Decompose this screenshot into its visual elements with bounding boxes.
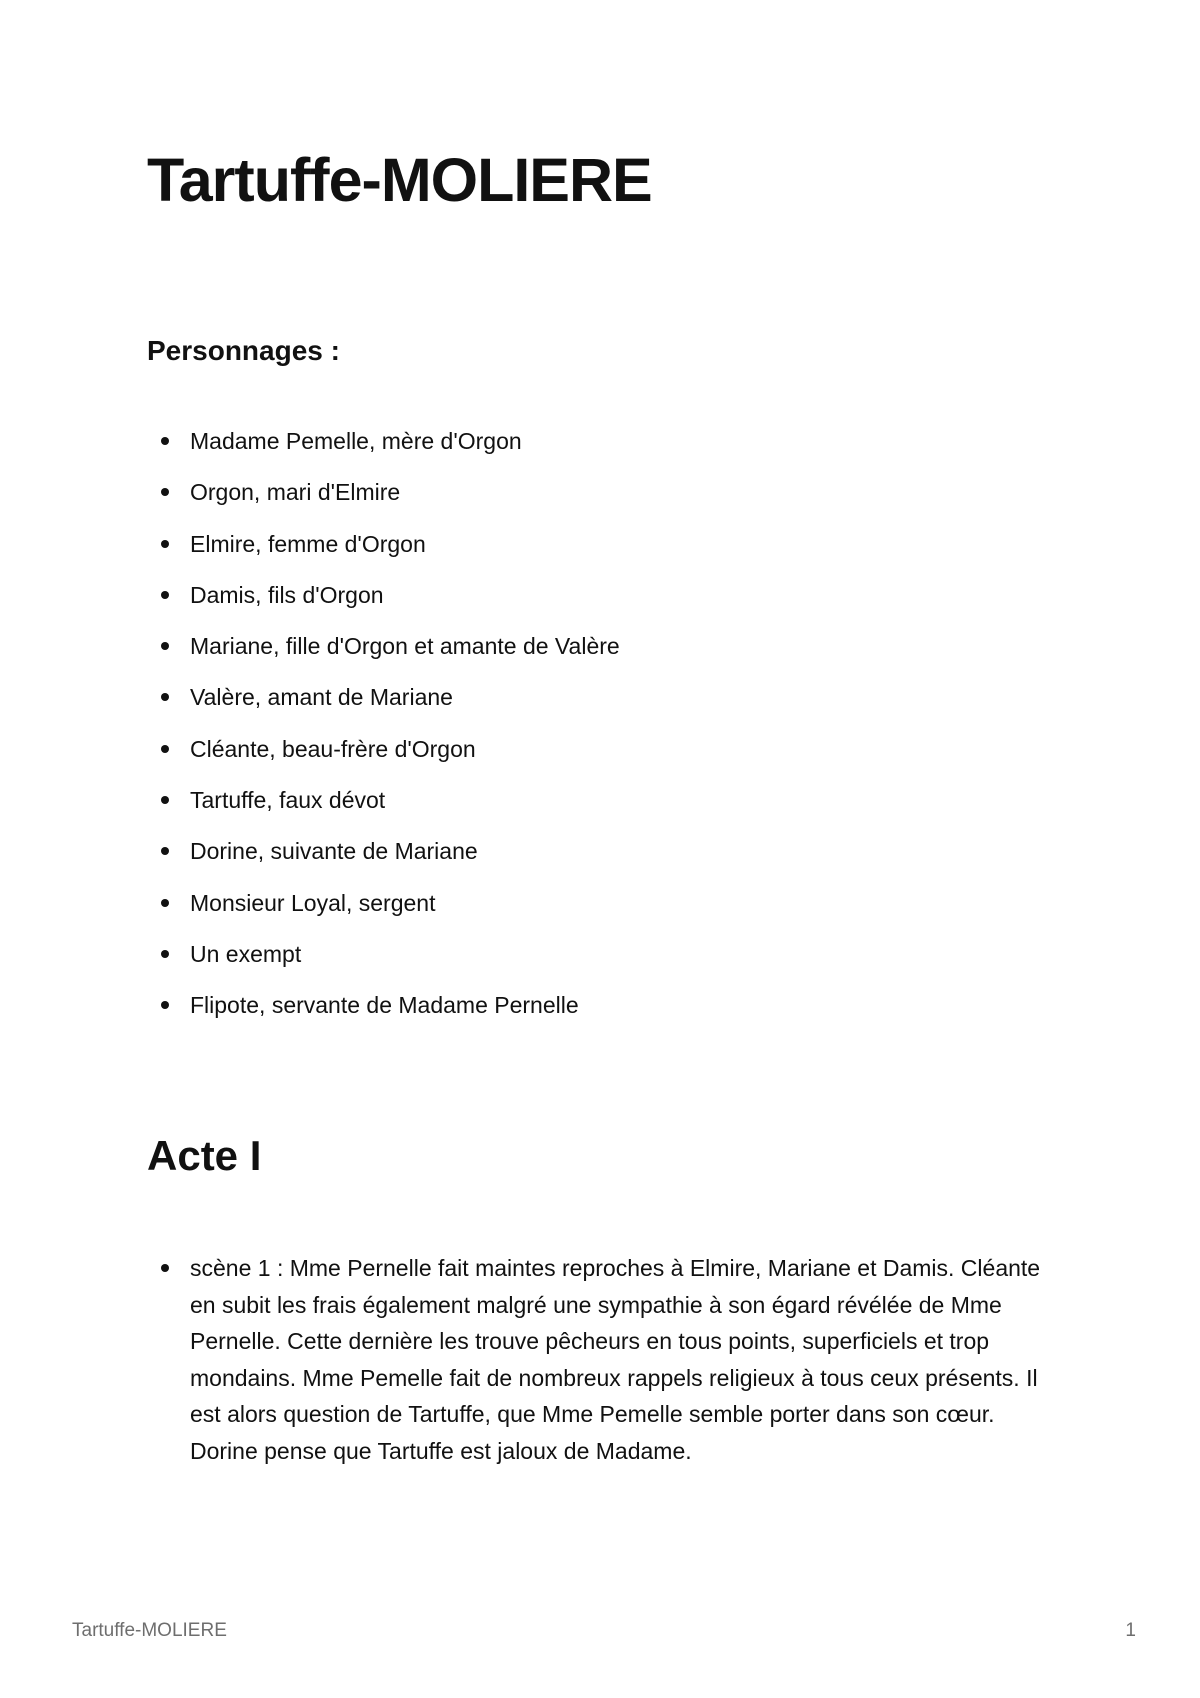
bullet-icon	[161, 591, 169, 599]
character-label: Orgon, mari d'Elmire	[190, 479, 401, 506]
character-label: Damis, fils d'Orgon	[190, 581, 384, 608]
character-label: Madame Pemelle, mère d'Orgon	[190, 428, 522, 454]
bullet-icon	[161, 1264, 169, 1272]
bullet-icon	[161, 950, 169, 958]
footer-title: Tartuffe-MOLIERE	[72, 1620, 227, 1641]
page-number: 1	[1125, 1620, 1136, 1641]
list-item	[147, 1250, 1067, 1470]
character-label: Monsieur Loyal, sergent	[190, 889, 436, 916]
document-title: Tartuffe-MOLIERE	[147, 146, 652, 214]
character-label: Cléante, beau-frère d'Orgon	[190, 735, 476, 762]
character-label: Mariane, fille d'Orgon et amante de Valère	[190, 633, 620, 660]
scene-text: scène 1 : Mme Pernelle fait maintes reproches à Elmire, Mariane et Damis. Cléante en subit les frais également malgré une sympathie à son égard révélée de Mme Pernelle. Cette dernière les trouve pêcheurs en tous points, superficiels et trop mondains. Mme Pemelle fait de nombreux rappels religieux à tous ceux présents. Il est alors question de Tartuffe, que Mme Pemelle semble porter dans son cœur. Dorine pense que Tartuffe est jaloux de Madame.	[190, 1255, 1041, 1464]
list-item	[147, 478, 620, 506]
list-item	[147, 889, 620, 917]
list-item	[147, 530, 620, 558]
character-label: Dorine, suivante de Mariane	[190, 838, 478, 865]
characters-heading: Personnages :	[147, 335, 340, 366]
character-label: Tartuffe, faux dévot	[190, 787, 386, 814]
bullet-icon	[161, 1001, 169, 1009]
bullet-icon	[161, 488, 169, 496]
bullet-icon	[161, 540, 169, 548]
bullet-icon	[161, 642, 169, 650]
list-item	[147, 632, 620, 660]
character-label: Un exempt	[190, 940, 302, 967]
character-label: Flipote, servante de Madame Pernelle	[190, 992, 579, 1019]
list-item	[147, 786, 620, 814]
list-item	[147, 735, 620, 763]
list-item	[147, 581, 620, 609]
bullet-icon	[161, 437, 169, 445]
bullet-icon	[161, 693, 169, 701]
list-item	[147, 940, 620, 968]
list-item	[147, 427, 620, 455]
list-item	[147, 837, 620, 865]
list-item	[147, 683, 620, 711]
list-item	[147, 991, 620, 1019]
bullet-icon	[161, 847, 169, 855]
bullet-icon	[161, 796, 169, 804]
characters-list	[147, 427, 620, 1043]
bullet-icon	[161, 745, 169, 753]
bullet-icon	[161, 899, 169, 907]
character-label: Elmire, femme d'Orgon	[190, 530, 426, 557]
scene-list	[147, 1250, 1067, 1470]
act-heading: Acte I	[147, 1132, 262, 1179]
character-label: Valère, amant de Mariane	[190, 684, 453, 711]
